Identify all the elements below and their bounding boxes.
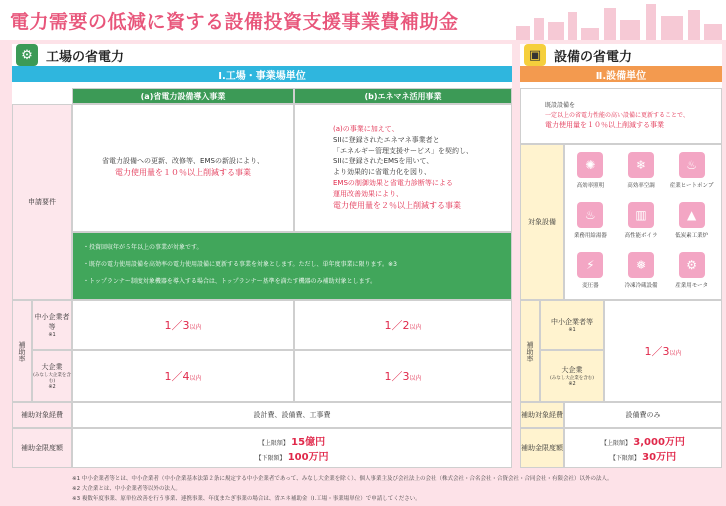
r-rate-value-text: 1／3: [644, 345, 670, 358]
r-sme-label-text: 中小企業者等: [551, 318, 593, 326]
rate-suffix: 以内: [409, 375, 422, 382]
b-text-3: 「エネルギー管理支援サービス」を契約し、: [333, 146, 473, 155]
equipment-item-label: 業務用給湯器: [573, 233, 607, 239]
equipment-item: [667, 200, 716, 248]
b-text-8: 電力使用量を２％以上削減する事業: [333, 200, 461, 210]
intro-1: 既設設備を: [545, 102, 576, 110]
sme-label: [32, 300, 72, 350]
equipment-item: [667, 250, 716, 298]
r-sme-note: ※1: [568, 327, 576, 333]
r-rate-label: 補助率: [520, 300, 540, 402]
r-sme-label: [540, 300, 604, 350]
r-limit-label: 補助金限度額: [520, 428, 564, 468]
large-sub: (みなし大企業を含む): [33, 373, 71, 384]
upper-value: 15億円: [291, 437, 326, 448]
a-text-2: 電力使用量を１０％以上削減する事業: [115, 168, 251, 178]
rate-sme-b: [294, 300, 512, 350]
rate-sme-a: [72, 300, 294, 350]
equipment-item-label: 変圧器: [582, 283, 599, 289]
sme-note: ※1: [48, 332, 56, 338]
large-label-text: 大企業: [41, 363, 63, 371]
equipment-item-label: 産業用モータ: [675, 283, 709, 289]
equipment-grid: [566, 150, 716, 298]
b-text-2: SIIに登録されたエネマネ事業者と: [333, 135, 440, 144]
target-label: 対象設備: [520, 144, 564, 300]
b-text-7: 運用改善効果により、: [333, 189, 403, 198]
lower-label: 【下限額】: [255, 455, 286, 462]
motor-icon: ⚙: [679, 252, 705, 278]
requirement-label: 申請要件: [12, 104, 72, 300]
col-b-body: [294, 104, 512, 232]
note-1: ・投資回収年が５年以上の事業が対象です。: [83, 244, 203, 251]
col-b-header: (b)エネマネ活用事業: [294, 88, 512, 104]
section-factory: Ⅰ.工場・事業場単位: [12, 66, 512, 82]
cost-value: 設計費、設備費、工事費: [72, 402, 512, 428]
lower-value: 100万円: [287, 452, 329, 463]
equipment-item: [566, 150, 615, 198]
heatpump-icon: ♨: [679, 152, 705, 178]
limit-value: [72, 428, 512, 468]
boiler-icon: ▥: [628, 202, 654, 228]
factory-icon: ⚙: [16, 44, 38, 66]
rate-large-a-value: 1／4: [164, 370, 190, 383]
cost-label: 補助対象経費: [12, 402, 72, 428]
equipment-icon: ▣: [524, 44, 546, 66]
factory-header-label: 工場の省電力: [46, 49, 125, 65]
b-text-5: より効果的に省電力化を図り、: [333, 168, 431, 177]
section-equipment: Ⅱ.設備単位: [520, 66, 722, 82]
rate-large-b-value: 1／3: [384, 370, 410, 383]
aircon-icon: ❄: [628, 152, 654, 178]
r-cost-label: 補助対象経費: [520, 402, 564, 428]
intro-2: 一定以上の省電力性能の高い設備に更新することで、: [545, 111, 689, 119]
equipment-item: [617, 250, 666, 298]
b-text-4: SIIに登録されたEMSを用いて、: [333, 157, 434, 166]
note-2: ・既存の電力使用設備を高効率の電力使用設備に更新する事業を対象とします。ただし、単年度事業に限ります。※3: [83, 260, 397, 268]
equipment-header: [520, 44, 722, 66]
equipment-item-label: 冷凍冷蔵設備: [624, 283, 658, 289]
rate-label: 補助率: [12, 300, 32, 402]
equipment-item-label: 高効率照明: [576, 183, 605, 189]
r-large-label: [540, 350, 604, 402]
rate-suffix: 以内: [409, 324, 422, 331]
factory-header: [12, 44, 512, 66]
r-rate-suffix: 以内: [669, 350, 682, 357]
equipment-item: [617, 150, 666, 198]
equipment-item: [566, 200, 615, 248]
equipment-item-label: 低炭素工業炉: [675, 233, 709, 239]
upper-label: 【上限額】: [258, 440, 289, 447]
footnote-2: ※2 大企業とは、中小企業者等以外の法人。: [72, 486, 181, 492]
large-note: ※2: [48, 384, 56, 390]
transformer-icon: ⚡: [577, 252, 603, 278]
limit-label: 補助金限度額: [12, 428, 72, 468]
r-limit-value: [564, 428, 722, 468]
light-icon: ✺: [577, 152, 603, 178]
b-text-1: (a)の事業に加えて、: [333, 124, 399, 133]
furnace-icon: ▲: [679, 202, 705, 228]
equipment-intro: [520, 88, 722, 144]
requirement-notes: [72, 232, 512, 300]
r-upper-value: 3,000万円: [633, 437, 685, 448]
rate-suffix: 以内: [189, 324, 202, 331]
footnote-3: ※3 複数年度事業、原単位改善を行う事業、連携事業、年度またぎ事業の場合は、省エネ補助金（Ⅰ.工場・事業場単位）で申請してください。: [72, 496, 421, 502]
equipment-item: [566, 250, 615, 298]
title-bar: [0, 0, 726, 40]
equipment-item-label: 高性能ボイラ: [624, 233, 658, 239]
col-a-header: (a)省電力設備導入事業: [72, 88, 294, 104]
large-label: [32, 350, 72, 402]
r-rate-value: [604, 300, 722, 402]
equipment-item: [617, 200, 666, 248]
footnote-1: ※1 中小企業者等とは、中小企業者（中小企業基本法第２条に規定する中小企業者であって、みなし大企業を除く）、個人事業主及び会社法上の会社（株式会社・合名会社・合資会社・合同会社・有限会社）以外の法人。: [72, 476, 613, 482]
rate-large-b: [294, 350, 512, 402]
equipment-item-label: 高効率空調: [627, 183, 655, 189]
rate-large-a: [72, 350, 294, 402]
page-title: 電力需要の低減に資する設備投資支援事業費補助金: [10, 11, 459, 33]
r-cost-value: 設備費のみ: [564, 402, 722, 428]
sme-label-text: 中小企業者等: [34, 313, 70, 331]
skyline-decoration: [496, 0, 726, 40]
water-heater-icon: ♨: [577, 202, 603, 228]
b-text-6: EMSの制御効果と省電力診断等による: [333, 179, 453, 188]
equipment-item-label: 産業ヒートポンプ: [669, 183, 714, 189]
equipment-item: [667, 150, 716, 198]
r-upper-label: 【上限額】: [601, 440, 632, 447]
rate-sme-a-value: 1／3: [164, 319, 190, 332]
note-3: ・トップランナー制度対象機器を導入する場合は、トップランナー基準を満たす機器のみ補助対象とします。: [83, 277, 377, 285]
r-large-label-text: 大企業: [561, 366, 583, 374]
r-large-note: ※2: [568, 381, 576, 387]
rate-suffix: 以内: [189, 375, 202, 382]
intro-3: 電力使用量を１０％以上削減する事業: [545, 120, 664, 129]
r-lower-value: 30万円: [642, 452, 677, 463]
rate-sme-b-value: 1／2: [384, 319, 410, 332]
r-large-sub: (みなし大企業を含む): [549, 376, 594, 381]
freezer-icon: ❅: [628, 252, 654, 278]
r-lower-label: 【下限額】: [609, 455, 640, 462]
a-text-1: 省電力設備への更新、改修等、EMSの新設により、: [102, 157, 264, 166]
equipment-header-label: 設備の省電力: [554, 49, 633, 65]
col-a-body: [72, 104, 294, 232]
